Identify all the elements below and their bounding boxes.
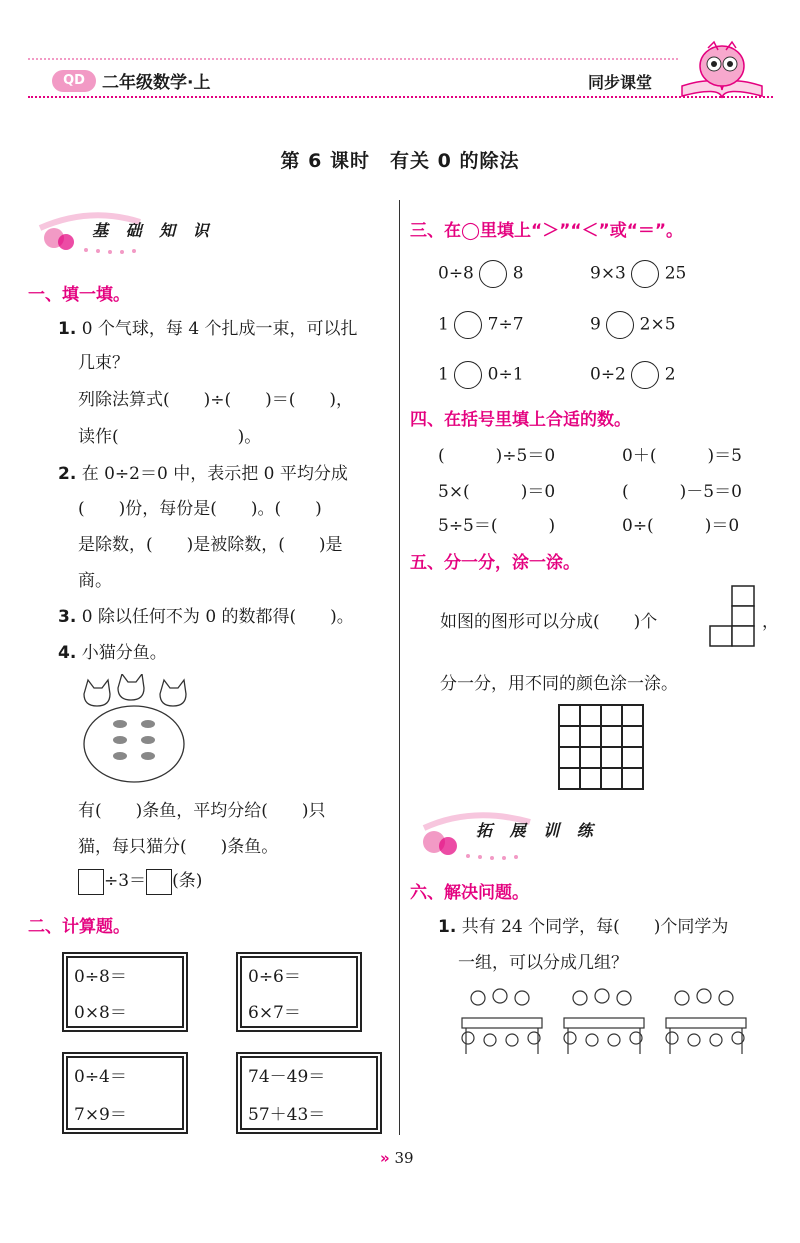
q1-equation-blank[interactable]: 列除法算式( )÷( )＝( )， [78, 390, 354, 410]
compare-row-1-a [438, 260, 524, 288]
s5-comma: ， [762, 612, 779, 632]
coloring-grid[interactable] [558, 704, 644, 790]
q1-number: 1. [58, 319, 77, 339]
column-divider [399, 200, 400, 1135]
dividend-box[interactable] [78, 869, 104, 895]
q3-text[interactable]: 0 除以任何不为 0 的数都得( )。 [81, 607, 354, 627]
compare-circle[interactable] [454, 311, 482, 339]
s6-q1-text-1[interactable]: 共有 24 个同学，每( )个同学为 [461, 917, 729, 937]
compare-row-3-a [438, 361, 524, 389]
calc-item[interactable]: 57＋43＝ [248, 1105, 326, 1125]
lesson-title: 第 6 课时 有关 0 的除法 [280, 150, 520, 172]
page-number: 39 [394, 1149, 414, 1167]
quotient-box[interactable] [146, 869, 172, 895]
section-4-heading: 四、在括号里填上合适的数。 [410, 410, 631, 430]
compare-circle[interactable] [631, 361, 659, 389]
calc-item[interactable]: 0×8＝ [74, 1003, 127, 1023]
q3-number: 3. [58, 607, 77, 627]
fill-row-1-b[interactable]: 0＋( )＝5 [622, 446, 742, 466]
compare-right: 8 [512, 263, 524, 284]
compare-left: 1 [438, 364, 449, 385]
q1-text-2: 几束？ [78, 353, 129, 373]
fill-row-1-a[interactable]: ( )÷5＝0 [438, 446, 556, 466]
students-at-tables-illustration [458, 984, 758, 1058]
fill-row-2-b[interactable]: ( )－5＝0 [622, 482, 742, 502]
compare-row-2-a [438, 311, 524, 339]
grade-badge: QD [52, 70, 96, 92]
calc-box-2 [240, 956, 358, 1028]
q1-read-blank[interactable]: 读作( )。 [78, 427, 262, 447]
s6-q1-text-2: 一组，可以分成几组？ [458, 953, 628, 973]
s5-text-2: 分一分，用不同的颜色涂一涂。 [440, 674, 678, 694]
q4-eq-end: (条) [172, 871, 203, 891]
section-5-heading: 五、分一分，涂一涂。 [410, 553, 580, 573]
compare-circle[interactable] [454, 361, 482, 389]
section-2-heading: 二、计算题。 [28, 917, 130, 937]
q2-number: 2. [58, 464, 77, 484]
compare-right: 2×5 [639, 314, 676, 335]
cats-and-fish-illustration [80, 674, 200, 786]
s5-text-1[interactable]: 如图的图形可以分成( )个 [440, 612, 658, 632]
q4-text-3[interactable]: 猫，每只猫分( )条鱼。 [78, 837, 279, 857]
basic-knowledge-banner: 基 础 知 识 [92, 221, 215, 240]
calc-item[interactable]: 0÷8＝ [74, 967, 127, 987]
section-6-heading: 六、解决问题。 [410, 883, 529, 903]
calc-item[interactable]: 6×7＝ [248, 1003, 301, 1023]
header-bottom-dots [28, 96, 773, 98]
l-shape-figure [708, 584, 758, 650]
q2-text-2[interactable]: ( )份，每份是( )。( ) [78, 499, 322, 519]
q1-text-1: 0 个气球，每 4 个扎成一束，可以扎 [81, 319, 358, 339]
compare-right: 7÷7 [487, 314, 524, 335]
section-1-heading: 一、填一填。 [28, 285, 130, 305]
compare-left: 0÷2 [590, 364, 626, 385]
q4-number: 4. [58, 643, 77, 663]
compare-circle[interactable] [631, 260, 659, 288]
compare-row-2-b [590, 311, 676, 339]
compare-right: 25 [664, 263, 687, 284]
calc-box-1 [66, 956, 184, 1028]
owl-book-icon [676, 38, 766, 100]
section-3-heading: 三、在◯里填上“＞”“＜”或“＝”。 [410, 221, 684, 241]
calc-box-3 [66, 1056, 184, 1130]
fill-row-2-a[interactable]: 5×( )＝0 [438, 482, 556, 502]
calc-item[interactable]: 0÷4＝ [74, 1067, 127, 1087]
page-arrow-icon: » [380, 1149, 390, 1167]
compare-right: 0÷1 [487, 364, 524, 385]
calc-item[interactable]: 7×9＝ [74, 1105, 127, 1125]
compare-circle[interactable] [479, 260, 507, 288]
q2-text-1: 在 0÷2＝0 中，表示把 0 平均分成 [81, 464, 348, 484]
compare-left: 9 [590, 314, 601, 335]
calc-item[interactable]: 74－49＝ [248, 1067, 326, 1087]
calc-box-4 [240, 1056, 378, 1130]
q4-eq-mid: ÷3＝ [104, 871, 147, 891]
header-top-dots [28, 58, 678, 60]
q4-text-1: 小猫分鱼。 [81, 643, 167, 663]
q2-text-3[interactable]: 是除数，( )是被除数，( )是 [78, 535, 343, 555]
fill-row-3-b[interactable]: 0÷( )＝0 [622, 516, 740, 536]
compare-row-3-b [590, 361, 676, 389]
calc-item[interactable]: 0÷6＝ [248, 967, 301, 987]
compare-right: 2 [664, 364, 676, 385]
extension-training-banner: 拓 展 训 练 [476, 821, 599, 840]
book-title: 二年级数学·上 [102, 73, 211, 93]
compare-circle[interactable] [606, 311, 634, 339]
compare-row-1-b [590, 260, 686, 288]
series-title: 同步课堂 [588, 73, 653, 92]
compare-left: 1 [438, 314, 449, 335]
compare-left: 9×3 [590, 263, 626, 284]
q4-text-2[interactable]: 有( )条鱼，平均分给( )只 [78, 801, 326, 821]
s6-q1-number: 1. [438, 917, 457, 937]
compare-left: 0÷8 [438, 263, 474, 284]
fill-row-3-a[interactable]: 5÷5＝( ) [438, 516, 556, 536]
q2-text-4: 商。 [78, 571, 112, 591]
